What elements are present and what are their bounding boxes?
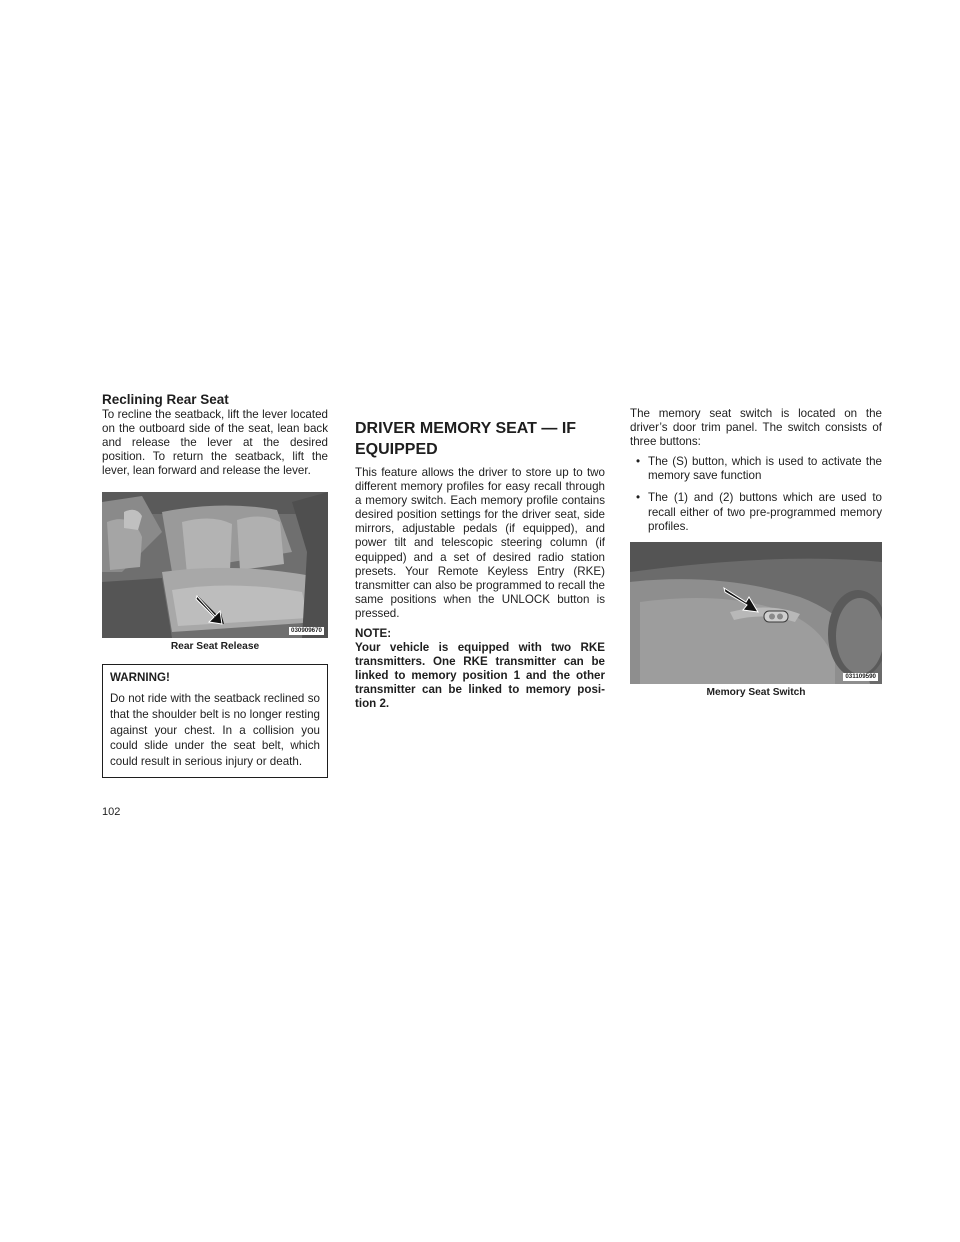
- section-heading-reclining-rear-seat: Reclining Rear Seat: [102, 392, 229, 407]
- memory-seat-paragraph: This feature allows the driver to store up to two different memory profiles for easy recall through a memory switch. Each memory profile contains desired position settings for the driver seat, side mirrors, adjustable pedals (if equipped), and power tilt and telescopic steering column (if equipped) and a set of desired radio station presets. Your Remote Keyless Entry (RKE) transmitter can also be programmed to recall the same positions when the UNLOCK button is pressed.: [355, 466, 605, 620]
- door-panel-illustration: [630, 542, 882, 684]
- figure-id-label: 030909670: [291, 627, 322, 635]
- memory-switch-intro: The memory seat switch is located on the driver’s door trim panel. The switch consists of three buttons:: [630, 407, 882, 449]
- bullet-symbol: •: [636, 491, 641, 505]
- bullet-text-save: The (S) button, which is used to activate the memory save function: [648, 455, 882, 483]
- warning-title: WARNING!: [110, 671, 170, 685]
- column-left: [102, 392, 328, 778]
- page-number: 102: [102, 806, 121, 818]
- note-label: NOTE:: [355, 627, 392, 641]
- bullet-symbol: •: [636, 455, 641, 469]
- warning-box: [102, 664, 328, 778]
- heading-line-1: DRIVER MEMORY SEAT — IF: [355, 420, 577, 437]
- warning-text: Do not ride with the seatback reclined so that the shoulder belt is no longer resting against your chest. In a collision you could slide under the seat belt, which could result in serious injury or death.: [110, 692, 320, 768]
- note-text: Your vehicle is equipped with two RKE transmitters. One RKE transmitter can be linked to memory position 1 and the other transmitter can be linked to memory posi-tion 2.: [355, 641, 605, 711]
- column-middle: [355, 392, 605, 712]
- button-list: [630, 455, 882, 533]
- section-heading-driver-memory-seat: [355, 418, 605, 460]
- list-item: [630, 455, 882, 483]
- rear-seat-release-figure: [102, 492, 328, 638]
- rear-seat-illustration: [102, 492, 328, 638]
- figure-caption-memory-seat-switch: Memory Seat Switch: [706, 686, 806, 698]
- memory-seat-switch-figure: [630, 542, 882, 684]
- figure-id-label: 031109590: [845, 672, 876, 680]
- figure-caption-rear-seat-release: Rear Seat Release: [170, 641, 260, 653]
- list-item: [630, 491, 882, 533]
- heading-line-2: EQUIPPED: [355, 441, 438, 458]
- bullet-text-recall: The (1) and (2) buttons which are used to recall either of two pre-programmed memory profiles.: [648, 491, 882, 533]
- column-right: [630, 407, 882, 698]
- reclining-seat-paragraph: To recline the seatback, lift the lever located on the outboard side of the seat, lean back and release the lever at the desired position. To return the seatback, lift the lever, lean forward and release the lever.: [102, 408, 328, 478]
